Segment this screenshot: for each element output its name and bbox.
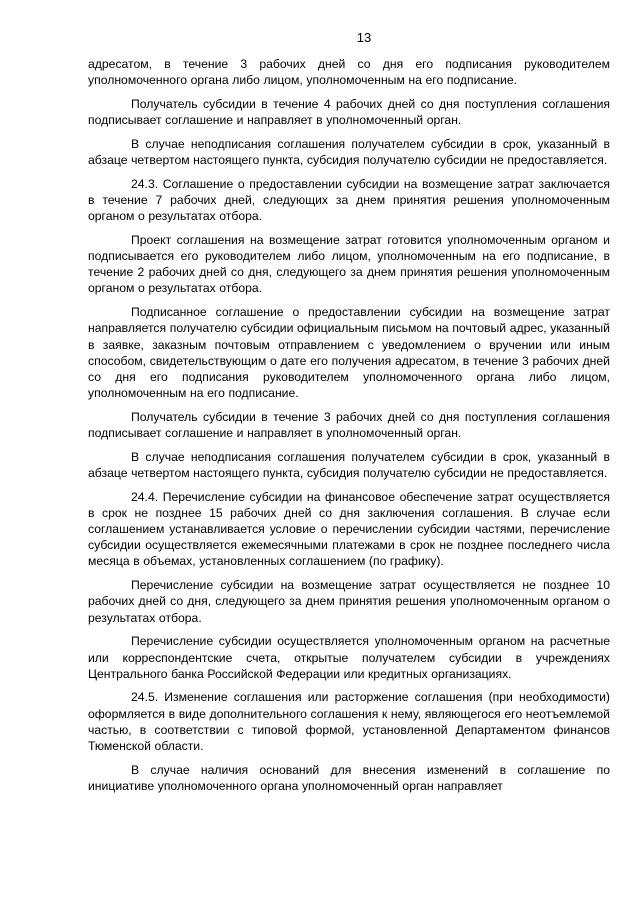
paragraph: Подписанное соглашение о предоставлении субсидии на возмещение затрат направляется получателю субсидии официальным письмом на почтовый адрес, указанный в заявке, заказным почтовым отправлением с уведомлением о вручении или иным способом, свидетельствующим о дате его получения адресатом, в течение 3 рабочих дней со дня его подписания руководителем уполномоченного органа либо лицом, уполномоченным на его подписание.	[88, 305, 610, 401]
paragraph: Перечисление субсидии осуществляется уполномоченным органом на расчетные или корреспондентские счета, открытые получателем субсидии в учреждениях Центрального банка Российской Федерации или кредитных организациях.	[88, 634, 610, 681]
paragraph: 24.5. Изменение соглашения или расторжение соглашения (при необходимости) оформляется в виде дополнительного соглашения к нему, являющегося его неотъемлемой частью, в соответствии с типовой формой, установленной Департаментом финансов Тюменской области.	[88, 690, 610, 754]
paragraph: Перечисление субсидии на возмещение затрат осуществляется не позднее 10 рабочих дней со дня, следующего за днем принятия решения уполномоченным органом о результатах отбора.	[88, 578, 610, 625]
paragraph: В случае неподписания соглашения получателем субсидии в срок, указанный в абзаце четвертом настоящего пункта, субсидия получателю субсидии не предоставляется.	[88, 449, 610, 480]
document-body	[88, 56, 610, 794]
paragraph: 24.3. Соглашение о предоставлении субсидии на возмещение затрат заключается в течение 7 рабочих дней, следующих за днем принятия решения уполномоченным органом о результатах отбора.	[88, 176, 610, 224]
paragraph: 24.4. Перечисление субсидии на финансовое обеспечение затрат осуществляется в срок не позднее 15 рабочих дней со дня заключения соглашения. В случае если соглашением устанавливается условие о перечислении субсидии частями, перечисление субсидии осуществляется ежемесячными платежами в срок не позднее последнего числа месяца в объемах, установленных соглашением (по графику).	[88, 489, 610, 569]
paragraph: Получатель субсидии в течение 4 рабочих дней со дня поступления соглашения подписывает соглашение и направляет в уполномоченный орган.	[88, 96, 610, 128]
paragraph: В случае наличия оснований для внесения изменений в соглашение по инициативе уполномоченного органа уполномоченный орган направляет	[88, 762, 610, 793]
paragraph: адресатом, в течение 3 рабочих дней со дня его подписания руководителем уполномоченного органа либо лицом, уполномоченным на его подписание.	[88, 57, 610, 88]
paragraph: В случае неподписания соглашения получателем субсидии в срок, указанный в абзаце четвертом настоящего пункта, субсидия получателю субсидии не предоставляется.	[88, 136, 610, 168]
paragraph: Проект соглашения на возмещение затрат готовится уполномоченным органом и подписывается его руководителем либо лицом, уполномоченным на его подписание, в течение 2 рабочих дней со дня, следующего за днем принятия решения уполномоченным органом о результатах отбора.	[88, 232, 610, 296]
paragraph: Получатель субсидии в течение 3 рабочих дней со дня поступления соглашения подписывает соглашение и направляет в уполномоченный орган.	[88, 409, 610, 441]
page-number: 13	[356, 30, 372, 45]
